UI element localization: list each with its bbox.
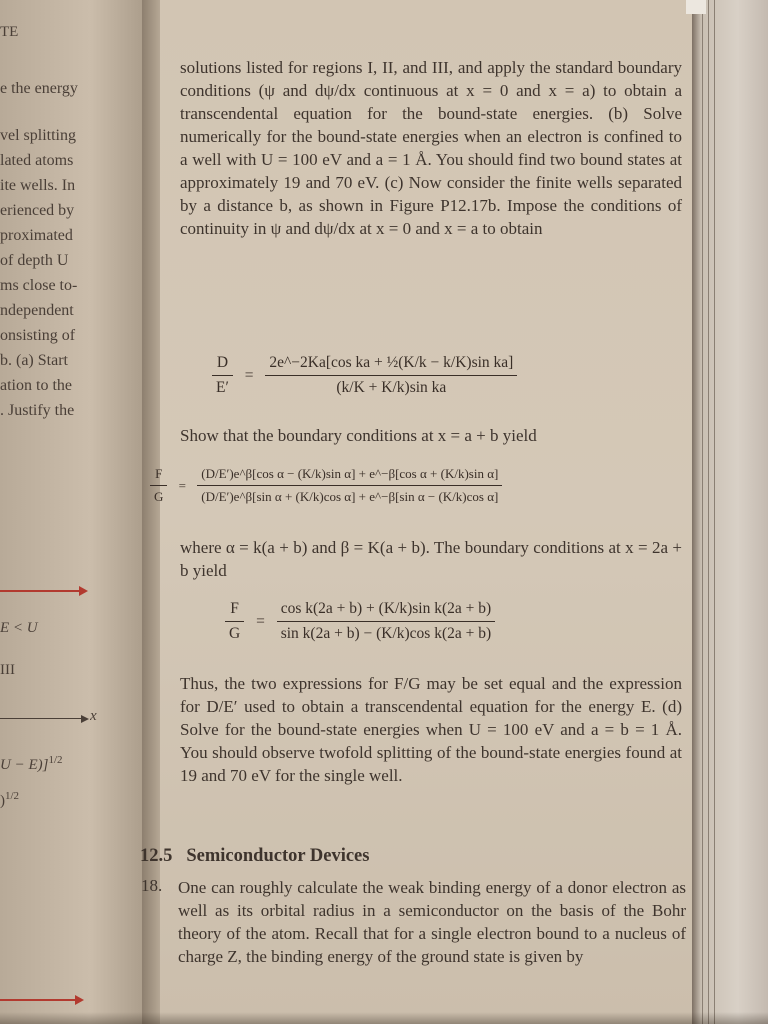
left-line-13: . Justify the [0,402,75,419]
left-line-4: ite wells. In [0,177,76,194]
figure-label-energy: E < U [0,620,38,636]
bottom-shadow [0,1012,768,1024]
equation-d-over-e: $\frac{D}{E'}$ = $\frac{\text{2e\textasciicircum{}−2Ka[cos ka + ½(K/k − k/K)sin ka]}}{\text{(k/K + K/k)sin ka}}$ [212,354,517,397]
paragraph-where-alpha-beta: where α = k(a + b) and β = K(a + b). The boundary conditions at x = 2a + b yield [180,538,682,580]
equation-f-over-g-2: $\frac{F}{G}$ = $\frac{\text{cos k(2a + b) + (K/k)sin k(2a + b)}}{\text{sin k(2a + b) − (K/k)cos k(2a + b)}}$ [225,600,495,643]
figure-label-region: III [0,662,15,678]
problem-text: One can roughly calculate the weak binding energy of a donor electron as well as its orbital radius in a semiconductor on the basis of the Bohr theory of the atom. Recall that for a single electron bound to a nucleus of charge Z, the binding energy of the ground state is given by [178,878,686,966]
equation-f-over-g-1: $\frac{F}{G}$ = $\frac{\text{(D/E′)e\textasciicircum{}β[cos α − (K/k)sin α] + e\textasciicircum{}−β[cos α + (K/k)sin α]}}{\text{(D/E′)e\textasciicircum{}β[sin α + (K/k)cos α] + e\textasciicircum{}−β[sin α − (K/k)cos α]}}$ [150,466,502,505]
left-page-header: TE [0,24,19,40]
section-heading [140,846,383,867]
eq3-lhs: $\frac{F}{G}$ [225,600,244,643]
figure-arrow-red-top [0,590,80,592]
left-line-3: lated atoms [0,152,74,169]
left-line-12: ation to the [0,377,72,394]
section-title: Semiconductor Devices [186,846,370,866]
problem-number: 18. [141,876,163,895]
left-line-2: vel splitting [0,127,76,144]
left-line-1: e the energy [0,80,78,97]
page-edge-stack [692,0,768,1024]
paragraph-conclusion: Thus, the two expressions for F/G may be set equal and the expression for D/E′ used to obtain a transcendental equation for the energy E. (d) Solve for the bound-state energies when U = 100 eV and a = b = 1 Å. You should observe twofold splitting of the bound-state energies found at 19 and 70 eV for the single well. [180,674,682,785]
paragraph-problem-continuation: solutions listed for regions I, II, and III, and apply the standard boundary conditions (ψ and dψ/dx continuous at x = 0 and x = a) to obtain a transcendental equation for the bound-state energies. (b) Solve numerically for the bound-state energies when an electron is confined to a well with U = 100 eV and a = 1 Å. You should find two bound states at approximately 19 and 70 eV. (c) Now consider the finite wells separated by a distance b, as shown in Figure P12.17b. Impose the conditions of continuity in ψ and dψ/dx at x = 0 and x = a to obtain [180,58,682,238]
section-number: 12.5 [140,846,173,866]
figure-formula-1: U − E)]$^{1/2}$ [0,754,63,773]
page-corner [686,0,706,14]
left-line-5: erienced by [0,202,75,219]
left-line-8: ms close to- [0,277,78,294]
left-line-11: b. (a) Start [0,352,68,369]
left-line-9: ndependent [0,302,74,319]
eq2-rhs: $\frac{\text{(D/E′)e\textasciicircum{}β[cos α − (K/k)sin α] + e\textasciicircum{}−β[cos α + (K/k)sin α]}}{\text{(D/E′)e\textasciicircum{}β[sin α + (K/k)cos α] + e\textasciicircum{}−β[sin α − (K/k)cos α]}}$ [197,466,502,505]
paragraph-show-boundary: Show that the boundary conditions at x = a + b yield [180,426,537,445]
figure-arrow-red-bottom [0,999,76,1001]
eq2-lhs: $\frac{F}{G}$ [150,466,167,505]
eq1-rhs: $\frac{\text{2e\textasciicircum{}−2Ka[cos ka + ½(K/k − k/K)sin ka]}}{\text{(k/K + K/k)sin ka}}$ [265,354,517,397]
eq1-lhs: $\frac{D}{E'}$ [212,354,233,397]
left-line-6: proximated [0,227,73,244]
left-line-7: of depth U [0,252,69,269]
eq3-rhs: $\frac{\text{cos k(2a + b) + (K/k)sin k(2a + b)}}{\text{sin k(2a + b) − (K/k)cos k(2a + b)}}$ [277,600,495,643]
left-line-10: onsisting of [0,327,76,344]
figure-axis-label: x [90,708,97,724]
figure-formula-2: )$^{1/2}$ [0,790,20,809]
left-page [0,0,150,1024]
figure-axis-arrow [0,718,82,719]
